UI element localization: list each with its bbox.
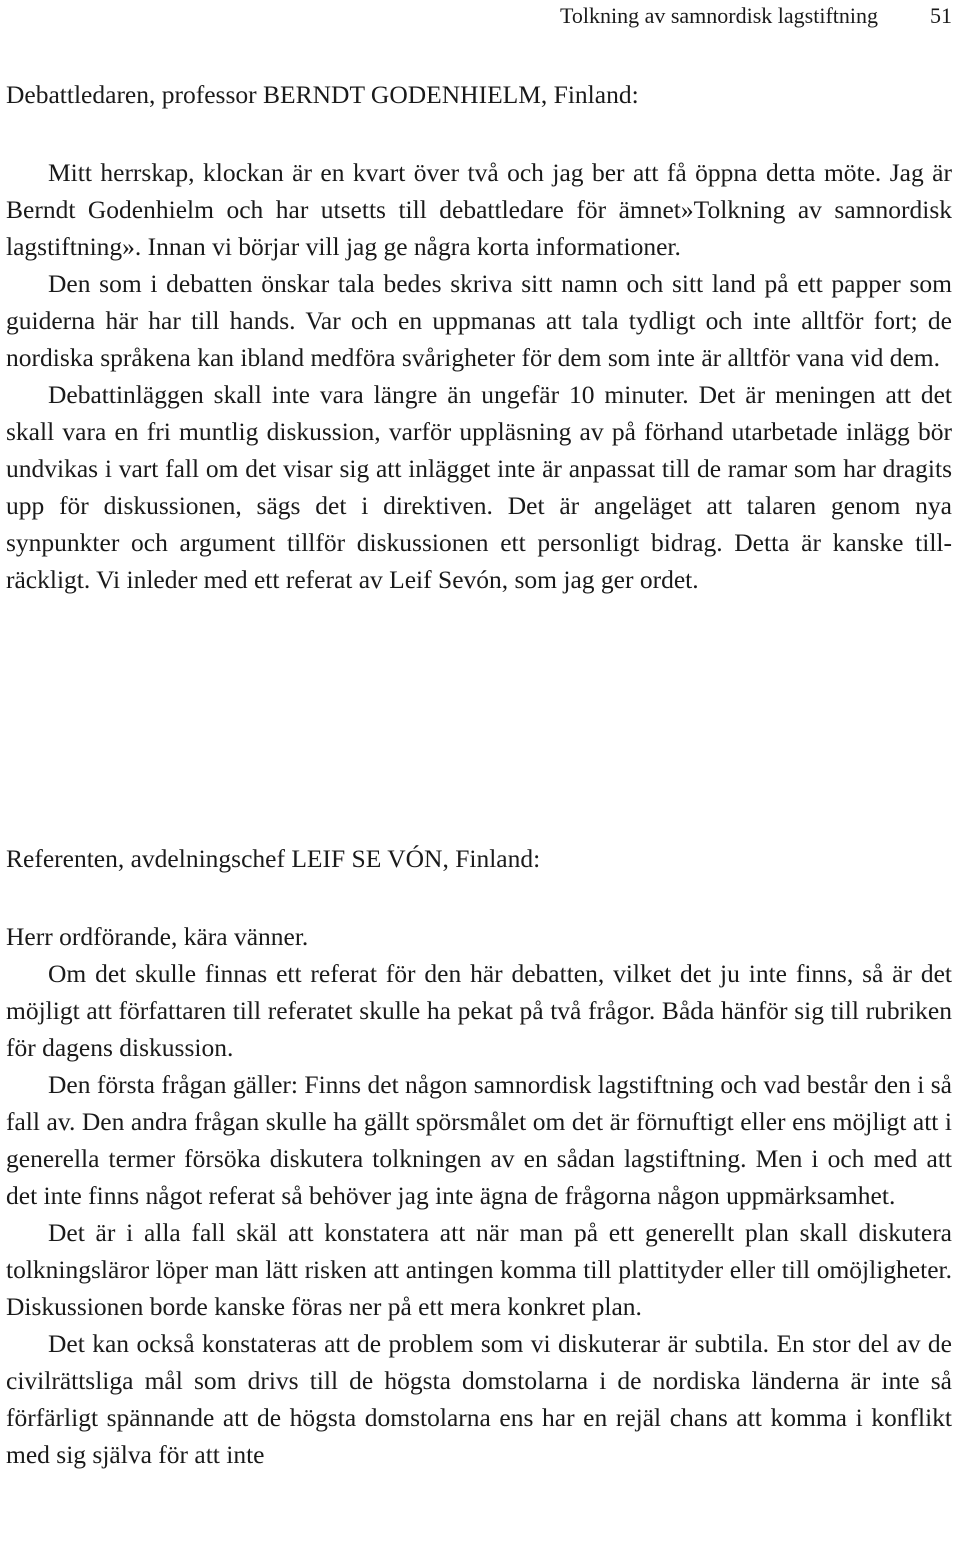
paragraph: Den första frågan gäller: Finns det någon samnordisk lagstiftning och vad består den i så fall av. Den andra frågan skulle ha gällt spörsmålet om det är förnuftigt eller ens möjligt att i generella termer försöka diskutera tolkningen av en sådan lagstiftning. Men i och med att det inte finns något referat så behöver jag inte ägna de frågorna någon uppmärksamhet. (6, 1070, 952, 1210)
speech-sevon (6, 918, 952, 1473)
running-header (6, 2, 952, 30)
paragraph: Om det skulle finnas ett referat för den här debatten, vilket det ju inte finns, så är det möjligt att författaren till referatet skulle ha pekat på två frågor. Båda hänför sig till rubriken för dagens diskussion. (6, 959, 952, 1062)
paragraph: Herr ordförande, kära vänner. (6, 922, 309, 951)
paragraph: Det är i alla fall skäl att konstatera att när man på ett generellt plan skall diskutera tolkningsläror löper man lätt risken att antingen komma till plattityder eller till omöjligheter. Diskussionen borde kanske föras ner på ett mera konkret plan. (6, 1218, 952, 1321)
paragraph: Det kan också konstateras att de problem som vi diskuterar är subtila. En stor del av de civilrättsliga mål som drivs till de högsta domstolarna i de nordiska länderna är inte så förfärligt spännande att de högsta domstolarna ens har en rejäl chans att komma i konflikt med sig själva för att inte (6, 1329, 952, 1469)
paragraph: Mitt herrskap, klockan är en kvart över två och jag ber att få öppna detta möte. Jag är Berndt Godenhielm och har utsetts till debattledare för ämnet»Tolkning av samnordisk lagstiftning». Innan vi börjar vill jag ge några korta informationer. (6, 158, 952, 261)
speaker-heading-godenhielm: Debattledaren, professor BERNDT GODENHIELM, Finland: (6, 80, 639, 109)
page-number: 51 (930, 3, 952, 28)
running-title: Tolkning av samnordisk lagstiftning (559, 3, 878, 28)
speaker-heading-sevon: Referenten, avdelningschef LEIF SE VÓN, Finland: (6, 844, 541, 873)
paragraph: Den som i debatten önskar tala bedes skriva sitt namn och sitt land på ett papper som guiderna här har till hands. Var och en uppmanas att tala tydligt och inte alltför fort; de nordiska språkena kan ibland medföra svårigheter för dem som inte är alltför vana vid dem. (6, 269, 952, 372)
speech-godenhielm (6, 154, 952, 598)
paragraph: Debattinläggen skall inte vara längre än ungefär 10 minuter. Det är meningen att det skall vara en fri muntlig diskussion, varför uppläsning av på förhand utarbetade inlägg bör undvikas i vart fall om det visar sig att inlägget inte är anpassat till de ramar som har dragits upp för diskussionen, sägs det i direktiven. Det är angeläget att talaren genom nya synpunkter och argument tillför diskussionen ett personligt bidrag. Detta är kanske tillräckligt. Vi inleder med ett referat av Leif Sevón, som jag ger ordet. (6, 380, 952, 594)
